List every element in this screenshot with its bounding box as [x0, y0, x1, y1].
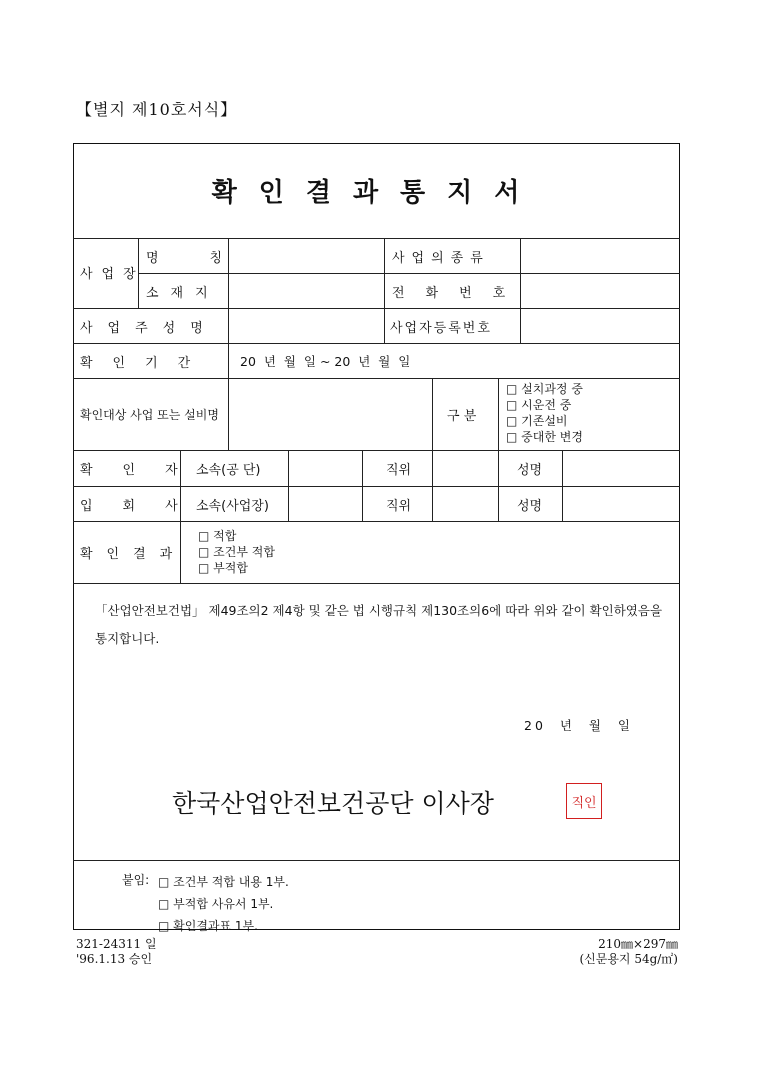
registration-number-label: 사업자등록번호: [390, 320, 492, 336]
divider: [362, 450, 363, 521]
approval-date: '96.1.13 승인: [76, 952, 153, 966]
attachment-item: □ 조건부 적합 내용 1부.: [158, 875, 289, 889]
divider: [228, 238, 229, 450]
business-type-label: 사업의종류: [392, 250, 490, 266]
divider: [562, 450, 563, 521]
inspector-name-label: 성명: [517, 462, 543, 478]
period-value: 20 년 월 일 ~ 20 년 월 일: [240, 354, 411, 369]
document-title: 확인결과통지서: [211, 178, 542, 208]
result-option[interactable]: □ 조건부 적합: [198, 545, 275, 559]
phone-label: 전화번호: [392, 285, 527, 301]
inspector-org-label: 소속(공 단): [196, 462, 261, 478]
category-option[interactable]: □ 중대한 변경: [506, 430, 583, 444]
paper-size: 210㎜×297㎜: [598, 937, 678, 951]
divider: [73, 860, 680, 861]
category-label: 구 분: [447, 408, 477, 424]
notice-body-text: 「산업안전보건법」 제49조의2 제4항 및 같은 법 시행규칙 제130조의6에 따라 위와 같이 확인하였음을 통지합니다.: [95, 603, 663, 646]
divider: [73, 378, 680, 379]
result-label: 확인결과: [80, 546, 187, 562]
attachment-list: [158, 871, 289, 937]
target-label: 확인대상 사업 또는 설비명: [80, 407, 219, 422]
official-seal: 직인: [566, 783, 602, 819]
divider: [138, 273, 680, 274]
signer-name: 한국산업안전보건공단 이사장: [172, 789, 494, 818]
witness-org-label: 소속(사업장): [196, 498, 269, 514]
location-label: 소재지: [146, 285, 220, 301]
form-code: 321-24311 일: [76, 937, 157, 951]
inspector-label: 확인자: [80, 462, 208, 478]
divider: [288, 450, 289, 521]
divider: [498, 378, 499, 521]
divider: [432, 378, 433, 521]
divider: [73, 308, 680, 309]
divider: [73, 238, 680, 239]
witness-name-label: 성명: [517, 498, 543, 514]
paper-type: (신문용지 54g/㎡): [579, 952, 678, 966]
form-number-label: 【별지 제10호서식】: [76, 100, 238, 119]
attachment-item: □ 확인결과표 1부.: [158, 919, 258, 933]
result-option[interactable]: □ 부적합: [198, 561, 248, 575]
category-option[interactable]: □ 설치과정 중: [506, 382, 583, 396]
divider: [73, 486, 680, 487]
witness-position-label: 직위: [386, 498, 412, 514]
divider: [73, 521, 680, 522]
period-label: 확인기간: [80, 355, 211, 371]
attachment-item: □ 부적합 사유서 1부.: [158, 897, 274, 911]
witness-label: 입회사: [80, 498, 208, 514]
notice-date: 20 년 월 일: [524, 718, 633, 733]
workplace-label: 사업장: [80, 266, 145, 282]
attachments-label: 붙임:: [122, 873, 150, 887]
result-options: [198, 528, 275, 576]
divider: [73, 450, 680, 451]
divider: [73, 583, 680, 584]
divider: [384, 238, 385, 343]
divider: [73, 343, 680, 344]
category-option[interactable]: □ 시운전 중: [506, 398, 572, 412]
name-label: 명 칭: [146, 250, 222, 266]
result-option[interactable]: □ 적합: [198, 529, 237, 543]
category-options: [506, 381, 583, 445]
inspector-position-label: 직위: [386, 462, 412, 478]
owner-label: 사업주성명: [80, 320, 218, 336]
category-option[interactable]: □ 기존설비: [506, 414, 568, 428]
